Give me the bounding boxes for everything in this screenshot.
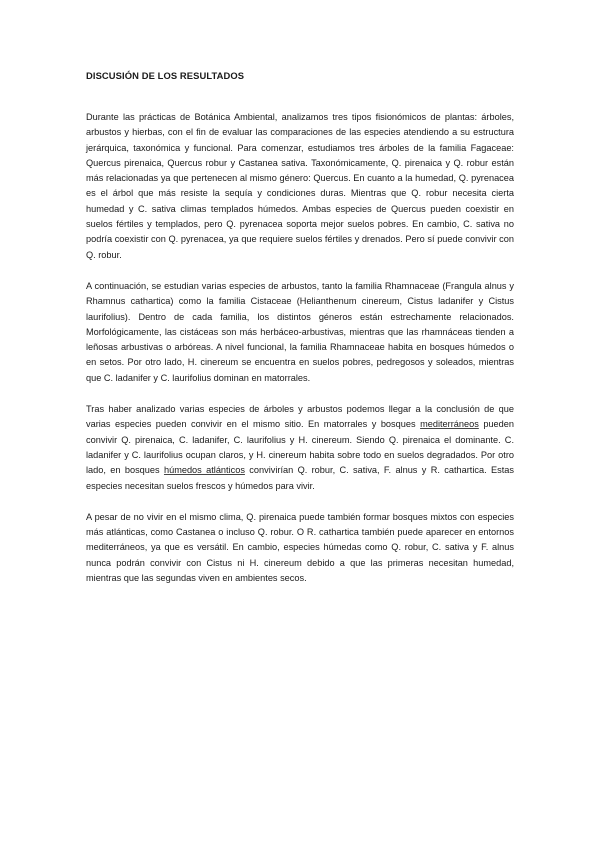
underlined-term-mediterraneos: mediterráneos — [420, 419, 479, 430]
paragraph-conclusion — [86, 510, 514, 586]
paragraph-text: Tras haber analizado varias especies de árboles y arbustos podemos llegar a la conclusión de que varias especies pueden convivir en el mismo sitio. En matorrales y bosques — [86, 404, 514, 430]
paragraph-text: Durante las prácticas de Botánica Ambiental, analizamos tres tipos fisionómicos de plantas: árboles, arbustos y hierbas, con el fin de evaluar las comparaciones de las especies atendiendo a su estructura jerárquica, taxonómica y funcional. Para comenzar, estudiamos tres árboles de la familia Fagaceae: Quercus pirenaica, Quercus robur y Castanea sativa. Taxonómicamente, Q. pirenaica y Q. robur están más relacionadas ya que pertenecen al mismo género: Quercus. En cuanto a la humedad, Q. pyrenacea es el árbol que más resiste la sequía y condiciones duras. Mientras que Q. robur necesita cierta humedad y C. sativa climas templados húmedos. Ambas especies de Quercus pueden coexistir en suelos fértiles y templados, pero Q. pyrenacea soporta mejor suelos pobres. En cambio, C. sativa no podría coexistir con Q. pyrenacea, ya que requiere suelos fértiles y drenados. Pero sí puede convivir con Q. robur. — [86, 112, 514, 260]
document-title: DISCUSIÓN DE LOS RESULTADOS — [86, 70, 245, 81]
paragraph-shrubs — [86, 279, 514, 386]
paragraph-text: pueden convivir Q. pirenaica, C. ladanifer, C. laurifolius y H. cinereum. Siendo Q. pirenaica el dominante. C. ladanifer y C. laurifolius ocupan claros, y H. cinereum habita sobre todo en suelos degradados. Por otro lado, en bosques — [86, 419, 514, 476]
paragraph-text: convivirían Q. robur, C. sativa, F. alnus y R. cathartica. Estas especies necesitan suelos frescos y húmedos para vivir. — [86, 465, 514, 491]
paragraph-intro-trees — [86, 110, 514, 263]
paragraph-text: A continuación, se estudian varias especies de arbustos, tanto la familia Rhamnaceae (Frangula alnus y Rhamnus cathartica) como la familia Cistaceae (Helianthenum cinereum, Cistus ladanifer y Cistus laurifolius). Dentro de cada familia, los distintos géneros están estrechamente relacionados. Morfológicamente, las cistáceas son más herbáceo-arbustivas, mientras que las rhamnáceas tienden a leñosas arbustivas o arbóreas. A nivel funcional, la familia Rhamnaceae habita en bosques húmedos o en setos. Por otro lado, H. cinereum se encuentra en suelos pobres, pedregosos y soleados, mientras que C. ladanifer y C. laurifolius dominan en matorrales. — [86, 280, 514, 383]
document-page — [86, 70, 514, 602]
paragraph-coexistence — [86, 402, 514, 494]
paragraph-text: A pesar de no vivir en el mismo clima, Q. pirenaica puede también formar bosques mixtos con especies más atlánticas, como Castanea o incluso Q. robur. O R. cathartica también puede aparecer en entornos mediterráneos, ya que es versátil. En cambio, especies húmedas como Q. robur, C. sativa y F. alnus nunca podrán convivir con Cistus ni H. cinereum debido a que las primeras necesitan humedad, mientras que las segundas viven en ambientes secos. — [86, 511, 514, 584]
underlined-term-humedos-atlanticos: húmedos atlánticos — [163, 465, 245, 476]
